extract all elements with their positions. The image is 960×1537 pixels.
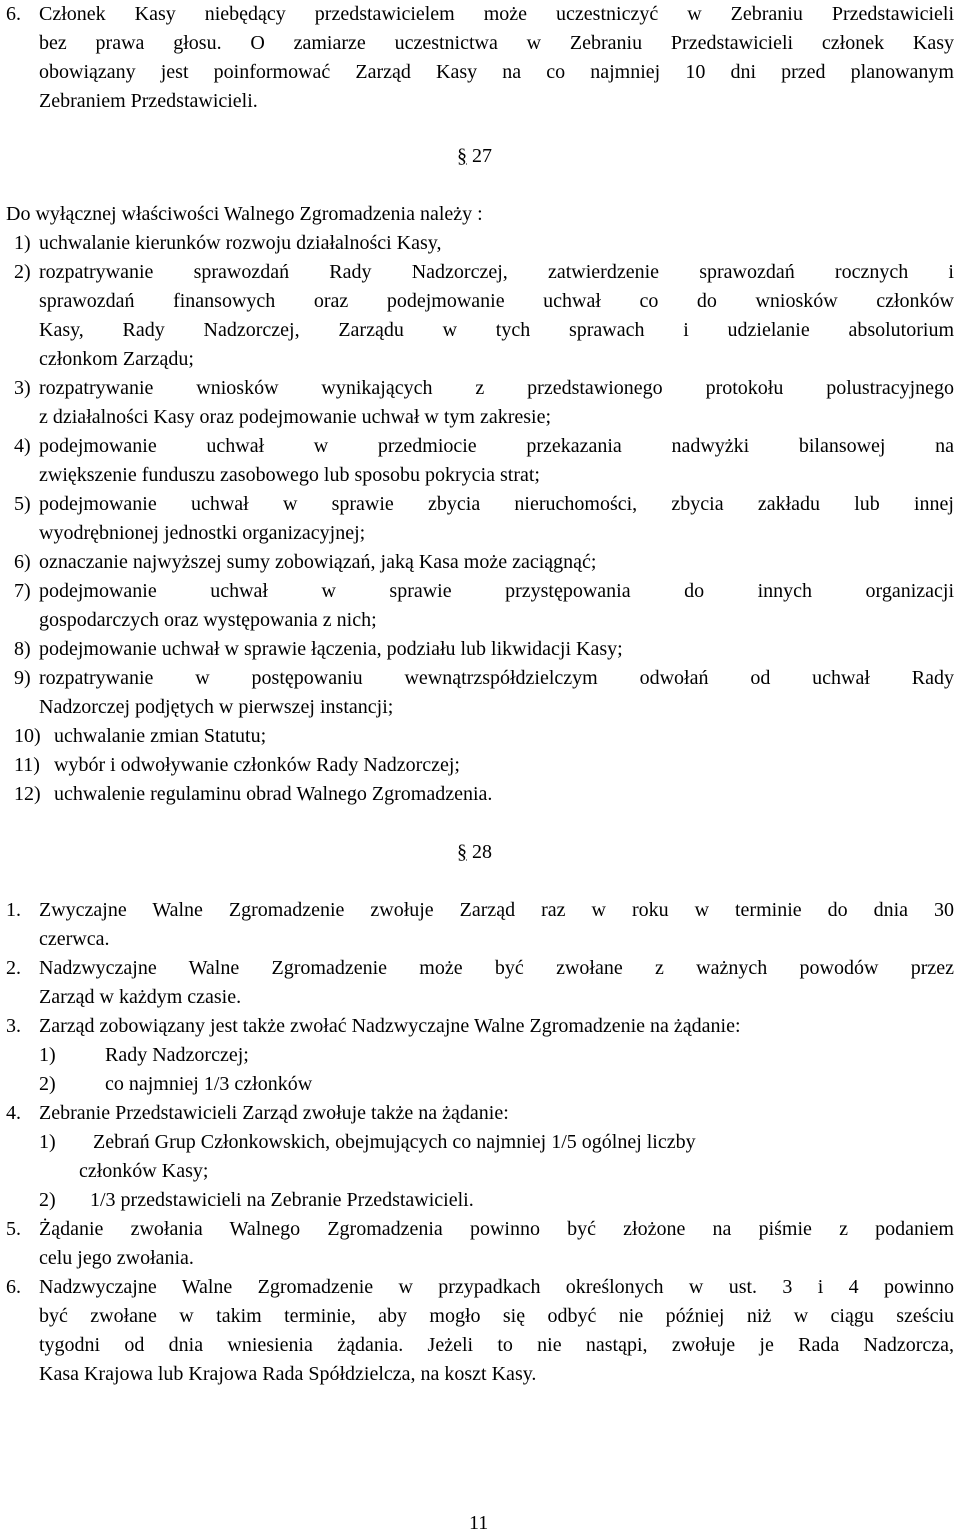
list-item: podejmowanie uchwał w przedmiocie przekazania nadwyżki bilansowej na (39, 435, 954, 457)
paragraph-symbol: § (457, 145, 467, 167)
paragraph-line: bez prawa głosu. O zamiarze uczestnictwa w Zebraniu Przedstawicieli członek Kasy (39, 32, 954, 54)
list-item: z działalności Kasy oraz podejmowanie uchwał w tym zakresie; (39, 406, 552, 428)
paragraph-line: obowiązany jest poinformować Zarząd Kasy na co najmniej 10 dni przed planowanym (39, 61, 954, 83)
paragraph-line: Zebraniem Przedstawicieli. (39, 90, 258, 112)
page-number: 11 (469, 1512, 489, 1534)
item-number: 5. (6, 1218, 21, 1240)
list-item: podejmowanie uchwał w sprawie przystępowania do innych organizacji (39, 580, 954, 602)
list-item: 1/3 przedstawicieli na Zebranie Przedstawicieli. (90, 1189, 474, 1211)
list-item: podejmowanie uchwał w sprawie łączenia, podziału lub likwidacji Kasy; (39, 638, 623, 660)
list-item: uchwalanie zmian Statutu; (54, 725, 267, 747)
section-heading (457, 838, 492, 867)
item-number: 6. (6, 3, 21, 25)
item-number: 6. (6, 1276, 21, 1298)
list-number: 2) (39, 1073, 56, 1095)
item-number: 1. (6, 899, 21, 921)
paragraph-line: Zebranie Przedstawicieli Zarząd zwołuje także na żądanie: (39, 1102, 509, 1124)
paragraph-line: tygodni od dnia wniesienia żądania. Jeżeli to nie nastąpi, zwołuje je Rada Nadzorcza, (39, 1334, 954, 1356)
paragraph-line: Nadzwyczajne Walne Zgromadzenie może być zwołane z ważnych powodów przez (39, 957, 954, 979)
paragraph-line: czerwca. (39, 928, 110, 950)
list-item: rozpatrywanie wniosków wynikających z przedstawionego protokołu polustracyjnego (39, 377, 954, 399)
list-item: oznaczanie najwyższej sumy zobowiązań, jaką Kasa może zaciągnąć; (39, 551, 597, 573)
list-number: 8) (14, 638, 31, 660)
list-number: 2) (14, 261, 31, 283)
list-item: Zebrań Grup Członkowskich, obejmujących co najmniej 1/5 ogólnej liczby (93, 1131, 696, 1153)
list-number: 1) (39, 1044, 56, 1066)
paragraph-line: Członek Kasy niebędący przedstawicielem może uczestniczyć w Zebraniu Przedstawicieli (39, 3, 954, 25)
list-item: podejmowanie uchwał w sprawie zbycia nieruchomości, zbycia zakładu lub innej (39, 493, 954, 515)
list-item: rozpatrywanie sprawozdań Rady Nadzorczej, zatwierdzenie sprawozdań rocznych i (39, 261, 954, 283)
list-item: zwiększenie funduszu zasobowego lub sposobu pokrycia strat; (39, 464, 540, 486)
list-number: 6) (14, 551, 31, 573)
list-number: 11) (14, 754, 40, 776)
section-number: 27 (472, 145, 492, 167)
paragraph-line: Nadzwyczajne Walne Zgromadzenie w przypadkach określonych w ust. 3 i 4 powinno (39, 1276, 954, 1298)
list-item: rozpatrywanie w postępowaniu wewnątrzspółdzielczym odwołań od uchwał Rady (39, 667, 954, 689)
list-item: sprawozdań finansowych oraz podejmowanie uchwał co do wniosków członków (39, 290, 954, 312)
list-number: 3) (14, 377, 31, 399)
paragraph-line: Kasa Krajowa lub Krajowa Rada Spółdzielcza, na koszt Kasy. (39, 1363, 537, 1385)
list-item: uchwalenie regulaminu obrad Walnego Zgromadzenia. (54, 783, 493, 805)
paragraph-line: Zarząd w każdym czasie. (39, 986, 242, 1008)
paragraph-line: Żądanie zwołania Walnego Zgromadzenia powinno być złożone na piśmie z podaniem (39, 1218, 954, 1240)
paragraph-line: być zwołane w takim terminie, aby mogło się odbyć nie później niż w ciągu sześciu (39, 1305, 954, 1327)
list-item: wyodrębnionej jednostki organizacyjnej; (39, 522, 366, 544)
list-number: 9) (14, 667, 31, 689)
list-item: członkom Zarządu; (39, 348, 194, 370)
list-item: co najmniej 1/3 członków (105, 1073, 313, 1095)
list-item: wybór i odwoływanie członków Rady Nadzorczej; (54, 754, 460, 776)
list-item: Rady Nadzorczej; (105, 1044, 249, 1066)
paragraph-line: Zwyczajne Walne Zgromadzenie zwołuje Zarząd raz w roku w terminie do dnia 30 (39, 899, 954, 921)
list-item: członków Kasy; (79, 1160, 209, 1182)
item-number: 4. (6, 1102, 21, 1124)
list-number: 12) (14, 783, 41, 805)
list-number: 7) (14, 580, 31, 602)
list-number: 10) (14, 725, 41, 747)
item-number: 2. (6, 957, 21, 979)
paragraph-line: celu jego zwołania. (39, 1247, 194, 1269)
list-number: 1) (39, 1131, 56, 1153)
paragraph-line: Zarząd zobowiązany jest także zwołać Nadzwyczajne Walne Zgromadzenie na żądanie: (39, 1015, 741, 1037)
paragraph-symbol: § (457, 841, 467, 863)
list-item: gospodarczych oraz występowania z nich; (39, 609, 377, 631)
section-number: 28 (472, 841, 492, 863)
list-number: 1) (14, 232, 31, 254)
list-number: 5) (14, 493, 31, 515)
list-item: Nadzorczej podjętych w pierwszej instancji; (39, 696, 394, 718)
list-number: 2) (39, 1189, 56, 1211)
section-intro: Do wyłącznej właściwości Walnego Zgromadzenia należy : (6, 203, 483, 225)
list-item: Kasy, Rady Nadzorczej, Zarządu w tych sprawach i udzielanie absolutorium (39, 319, 954, 341)
item-number: 3. (6, 1015, 21, 1037)
section-heading (457, 142, 492, 171)
list-number: 4) (14, 435, 31, 457)
list-item: uchwalanie kierunków rozwoju działalności Kasy, (39, 232, 442, 254)
